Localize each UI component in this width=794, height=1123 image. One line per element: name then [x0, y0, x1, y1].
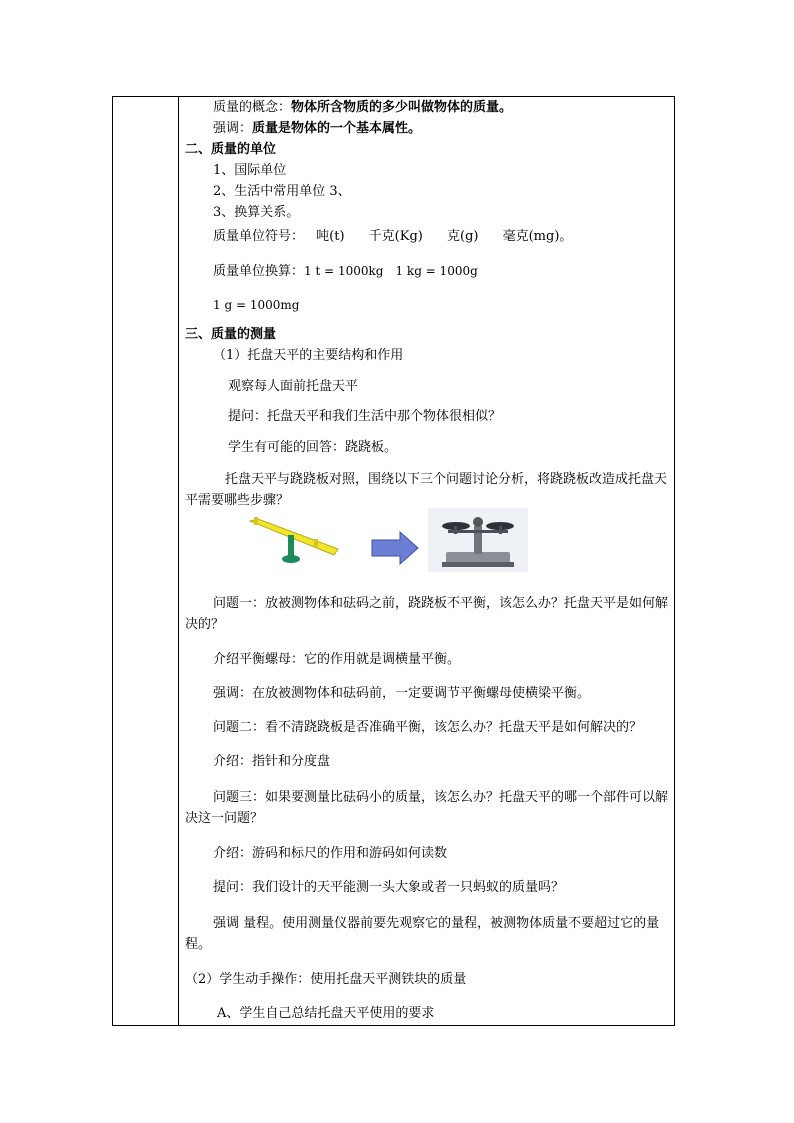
unit-symbol-kg: 千克(Kg): [368, 229, 423, 244]
unit-item-3: 3、换算关系。: [213, 205, 300, 220]
right-arrow-icon: [370, 530, 420, 566]
subsection-1-heading: （1）托盘天平的主要结构和作用: [213, 348, 404, 363]
unit-symbol-ton: 吨(t): [316, 229, 345, 244]
unit-item-1: 1、国际单位: [213, 163, 287, 178]
section-2-heading: 二、质量的单位: [185, 142, 277, 157]
unit-symbol-g: 克(g): [447, 229, 479, 244]
para-compare: 托盘天平与跷跷板对照，围绕以下三个问题讨论分析，将跷跷板改造成托盘天平需要哪些步骤？: [185, 472, 668, 508]
para-observe: 观察每人面前托盘天平: [228, 379, 359, 394]
unit-symbols-line: [213, 228, 572, 246]
table-column-divider: [178, 96, 179, 1026]
emphasis-label: 强调：: [213, 121, 253, 136]
conversion-g-mg: 1 g = 1000mg: [213, 298, 300, 312]
subsection-2-heading: （2）学生动手操作：使用托盘天平测铁块的质量: [185, 972, 467, 987]
question-3: 问题三：如果要测量比砝码小的质量，该怎么办？托盘天平的哪一个部件可以解决这一问题？: [185, 790, 669, 826]
unit-conversion-line: [213, 262, 478, 281]
section-3-heading: 三、质量的测量: [185, 327, 277, 342]
concept-line: [213, 99, 512, 117]
unit-symbol-mg: 毫克(mg)。: [502, 229, 573, 244]
conversion-kg-g: 1 kg = 1000g: [395, 264, 478, 278]
conversion-t-kg: 1 t = 1000kg: [304, 264, 384, 278]
concept-emphasis-line: [213, 120, 421, 138]
para-summary-requirements: A、学生自己总结托盘天平使用的要求: [217, 1006, 435, 1021]
unit-symbols-label: 质量单位符号：: [213, 229, 305, 244]
para-emphasis-range: 强调 量程。使用测量仪器前要先观察它的量程，被测物体质量不要超过它的量程。: [185, 916, 660, 952]
concept-label: 质量的概念：: [213, 100, 292, 115]
para-question: 提问：托盘天平和我们生活中那个物体很相似？: [228, 409, 502, 424]
para-pointer: 介绍：指针和分度盘: [213, 754, 331, 769]
question-2: 问题二：看不清跷跷板是否准确平衡，该怎么办？托盘天平是如何解决的？: [213, 720, 643, 735]
seesaw-image: [246, 515, 342, 565]
concept-text: 物体所含物质的多少叫做物体的质量。: [291, 100, 513, 115]
emphasis-text: 质量是物体的一个基本属性。: [252, 121, 422, 136]
para-question-elephant: 提问：我们设计的天平能测一头大象或者一只蚂蚁的质量吗？: [213, 880, 565, 895]
unit-conversion-label: 质量单位换算：: [213, 264, 305, 279]
para-balance-nut: 介绍平衡螺母：它的作用就是调横量平衡。: [213, 652, 461, 667]
para-answer: 学生有可能的回答：跷跷板。: [228, 440, 398, 455]
para-rider: 介绍：游码和标尺的作用和游码如何读数: [213, 846, 448, 861]
para-emphasis-nut: 强调：在放被测物体和砝码前，一定要调节平衡螺母使横梁平衡。: [213, 686, 591, 701]
tray-balance-image: [428, 508, 528, 572]
unit-item-2: 2、生活中常用单位 3、: [213, 184, 351, 199]
question-1: 问题一：放被测物体和砝码之前，跷跷板不平衡，该怎么办？托盘天平是如何解决的？: [185, 596, 669, 632]
